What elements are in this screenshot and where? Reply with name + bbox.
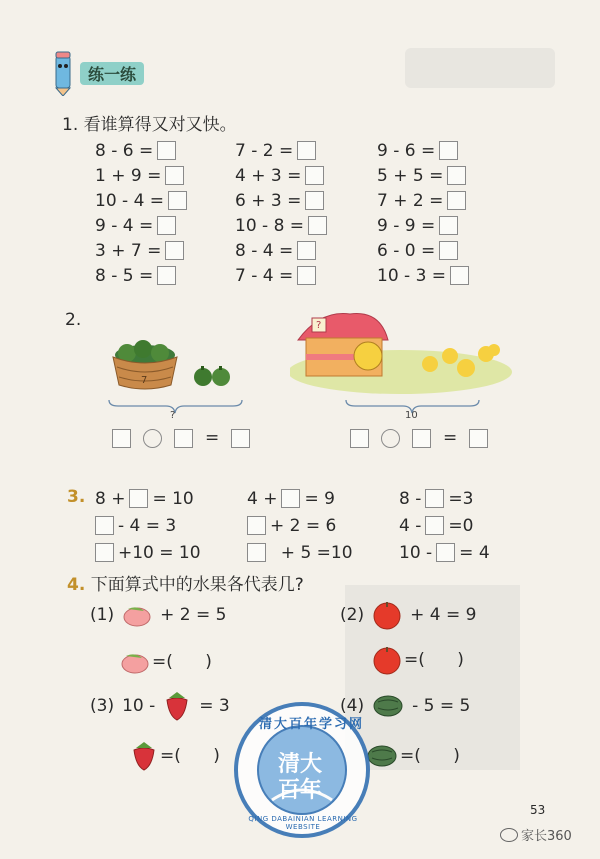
q4-part-4-answer xyxy=(366,744,460,768)
equation: 10 - 4 = xyxy=(95,188,187,213)
answer-box[interactable] xyxy=(165,166,184,185)
equation: 8 - 5 = xyxy=(95,263,187,288)
section-header xyxy=(50,50,144,96)
equation: 6 - 0 = xyxy=(377,238,469,263)
question-4-title xyxy=(67,570,304,595)
q1-column-3 xyxy=(377,138,469,288)
equation: 6 + 3 = xyxy=(235,188,327,213)
answer-box[interactable] xyxy=(436,543,455,562)
answer-box[interactable] xyxy=(95,543,114,562)
equation: 8 - =3 xyxy=(399,488,474,509)
answer-box[interactable] xyxy=(157,266,176,285)
answer-box[interactable] xyxy=(297,141,316,160)
equation: + 5 =10 xyxy=(247,539,399,566)
answer-box[interactable] xyxy=(350,429,369,448)
question-number: 4. xyxy=(67,575,86,595)
answer-box[interactable] xyxy=(425,489,444,508)
strawberry-icon xyxy=(163,690,191,722)
shaded-region xyxy=(405,48,555,88)
equation: 4 - =0 xyxy=(399,515,474,536)
answer-box[interactable] xyxy=(157,216,176,235)
answer-parentheses[interactable]: =( ) xyxy=(160,746,220,766)
q4-part-3-answer xyxy=(130,740,220,772)
operator-circle[interactable] xyxy=(143,429,162,448)
answer-parentheses[interactable]: =( ) xyxy=(404,650,464,670)
answer-box[interactable] xyxy=(447,191,466,210)
q1-column-2 xyxy=(235,138,327,288)
answer-box[interactable] xyxy=(297,241,316,260)
q2-left-equation xyxy=(112,428,250,448)
answer-box[interactable] xyxy=(165,241,184,260)
q4-part-3: (3) 10 - = 3 xyxy=(90,690,230,722)
q2-right-equation xyxy=(350,428,488,448)
answer-parentheses[interactable]: =( ) xyxy=(400,746,460,766)
left-brace-label: ? xyxy=(170,410,176,421)
equals-sign: = xyxy=(205,428,220,448)
wechat-icon xyxy=(500,828,518,842)
answer-box[interactable] xyxy=(231,429,250,448)
answer-box[interactable] xyxy=(412,429,431,448)
equation: 7 - 4 = xyxy=(235,263,327,288)
operator-circle[interactable] xyxy=(381,429,400,448)
house-number: ? xyxy=(316,320,322,331)
answer-box[interactable] xyxy=(439,216,458,235)
equation: - 4 = 3 xyxy=(95,512,247,539)
equation: 9 - 9 = xyxy=(377,213,469,238)
q3-equations xyxy=(95,485,490,566)
pencil-mascot-icon xyxy=(50,50,76,96)
question-text: 看谁算得又对又快。 xyxy=(83,115,237,135)
answer-box[interactable] xyxy=(129,489,148,508)
equation: 10 - = 4 xyxy=(399,542,490,563)
equation: +10 = 10 xyxy=(95,539,247,566)
equation: 9 - 6 = xyxy=(377,138,469,163)
equation: 8 + = 10 xyxy=(95,488,194,509)
chicken-house-illustration xyxy=(290,310,515,400)
watermark-center: 清大百年 xyxy=(277,752,322,803)
answer-box[interactable] xyxy=(439,241,458,260)
strawberry-icon xyxy=(130,740,158,772)
equals-sign: = xyxy=(443,428,458,448)
q4-part-2: (2) + 4 = 9 xyxy=(340,600,476,630)
question-2-number: 2. xyxy=(65,310,82,330)
melon-icon xyxy=(372,694,404,718)
answer-box[interactable] xyxy=(469,429,488,448)
equation: 10 - 3 = xyxy=(377,263,469,288)
answer-box[interactable] xyxy=(112,429,131,448)
answer-box[interactable] xyxy=(174,429,193,448)
equation: 3 + 7 = xyxy=(95,238,187,263)
apple-icon xyxy=(372,645,402,675)
equation: 8 - 6 = xyxy=(95,138,187,163)
answer-box[interactable] xyxy=(168,191,187,210)
answer-box[interactable] xyxy=(247,516,266,535)
answer-box[interactable] xyxy=(247,543,266,562)
question-3-number: 3. xyxy=(67,487,86,507)
equation: + 2 = 6 xyxy=(247,512,399,539)
question-number: 1. xyxy=(62,115,79,135)
answer-parentheses[interactable]: =( ) xyxy=(152,652,212,672)
q1-column-1 xyxy=(95,138,187,288)
answer-box[interactable] xyxy=(447,166,466,185)
q4-part-2-answer xyxy=(372,645,464,675)
answer-box[interactable] xyxy=(425,516,444,535)
brand-badge xyxy=(500,825,572,844)
watermark-arc-top: 清大百年学习网 xyxy=(259,717,365,732)
q4-part-4: (4) - 5 = 5 xyxy=(340,696,471,716)
q4-part-1-answer xyxy=(120,650,212,674)
answer-box[interactable] xyxy=(450,266,469,285)
equation: 4 + = 9 xyxy=(247,488,335,509)
page-number: 53 xyxy=(530,803,546,817)
right-brace-label: 10 xyxy=(405,410,418,421)
equation: 7 - 2 = xyxy=(235,138,327,163)
watermark-arc-bottom: QING DABAINIAN LEARNING WEBSITE xyxy=(248,815,358,831)
question-text: 下面算式中的水果各代表几? xyxy=(90,575,304,595)
answer-box[interactable] xyxy=(305,166,324,185)
peach-icon xyxy=(122,603,152,627)
equation: 5 + 5 = xyxy=(377,163,469,188)
answer-box[interactable] xyxy=(305,191,324,210)
basket-number: 7 xyxy=(141,375,148,386)
brand-badge-text: 家长360 xyxy=(521,829,572,844)
question-1-title xyxy=(62,110,237,135)
answer-box[interactable] xyxy=(297,266,316,285)
answer-box[interactable] xyxy=(95,516,114,535)
peppers-basket-illustration xyxy=(105,335,245,400)
equation: 4 + 3 = xyxy=(235,163,327,188)
equation: 8 - 4 = xyxy=(235,238,327,263)
answer-box[interactable] xyxy=(281,489,300,508)
peach-icon xyxy=(120,650,150,674)
answer-box[interactable] xyxy=(157,141,176,160)
apple-icon xyxy=(372,600,402,630)
equation: 9 - 4 = xyxy=(95,213,187,238)
section-title: 练一练 xyxy=(80,62,144,85)
equation: 1 + 9 = xyxy=(95,163,187,188)
equation: 10 - 8 = xyxy=(235,213,327,238)
answer-box[interactable] xyxy=(308,216,327,235)
answer-box[interactable] xyxy=(439,141,458,160)
equation: 7 + 2 = xyxy=(377,188,469,213)
left-brace xyxy=(108,398,243,414)
q4-part-1: (1) + 2 = 5 xyxy=(90,605,227,625)
